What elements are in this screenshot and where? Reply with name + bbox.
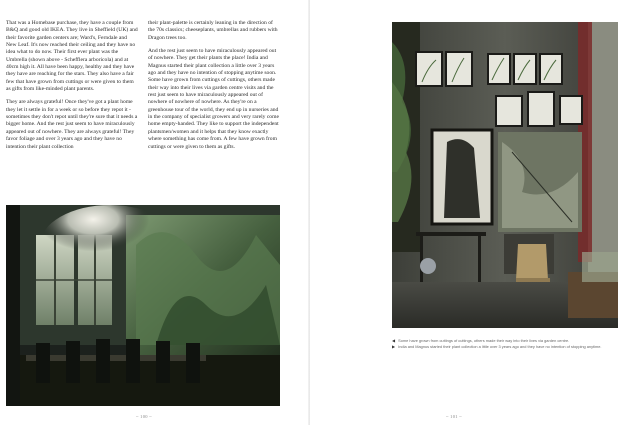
caption-arrow-icon: ▶ [392, 344, 396, 349]
paragraph: And the rest just seem to have miraculously appeared out of nowhere. They get their plants the place! India and Magnus started their plant collection a little over 3 years ago and they have no intention of stopping anytime soon. Some have grown from cuttings of cuttings, others made their way into their lives via garden centre visits and the rest just seem to have miraculously appeared out of nowhere of nowhere of nowhere. As they're on a greenhouse tour of the world, they end up in nurseries and in the company of specialist growers and very rarely come home empty-handed. They like to support the independent plantsmen/women and it helps that they know exactly where something has come from. A few have grown from cuttings or were given to them as gifts. [148, 48, 279, 150]
caption-text: Some have grown from cuttings of cuttings, others made their way into their lives via garden centre. [398, 338, 570, 343]
right-page [310, 0, 620, 425]
paragraph: That was a Homebase purchase, they have a couple from B&Q and good old IKEA. They live in Sheffield (UK) and their favorite garden centers are; Ward's, Ferndale and New Leaf. It's now reached their ceiling and they have no idea what to do now. Their first ever plant was the Umbrella (shown above - Schefflera arboricola) and at 40cm high it. All have been happy, healthy and they have they have are reaching for the stars. They also have a fair few that have grown from cuttings or were given to them as gifts from like-minded plant parents. [6, 20, 138, 93]
paragraph: their plant-palette is certainly leaning in the direction of the 70s classics; cheeseplants, umbrellas and rubbers with Dragon trees too. [148, 20, 278, 41]
caption-arrow-icon: ◀ [392, 338, 396, 343]
interior-illustration [392, 22, 618, 328]
caption [392, 344, 618, 350]
paragraph: They are always grateful! Once they've got a plant home they let it settle in for a week or so before they repot it - sometimes they don't repot until they're sure that it needs a bigger home. And the rest just seem to have miraculously appeared out of nowhere. They are always grateful! They favor foliage and over 3 years ago and they have no intention their plant collection [6, 99, 138, 150]
page-number-left: ~ 100 ~ [136, 414, 152, 419]
dining-room-photo [6, 205, 280, 406]
photo-captions [392, 338, 618, 350]
page-number-right: ~ 101 ~ [446, 414, 462, 419]
caption-text: India and Magnus started their plant collection a little over 3 years ago and they have no intention of stopping anytime. [398, 344, 602, 349]
dining-room-illustration [6, 205, 280, 406]
text-column-1 [6, 20, 138, 157]
interior-wall-photo [392, 22, 618, 328]
text-column-2 [148, 20, 280, 157]
